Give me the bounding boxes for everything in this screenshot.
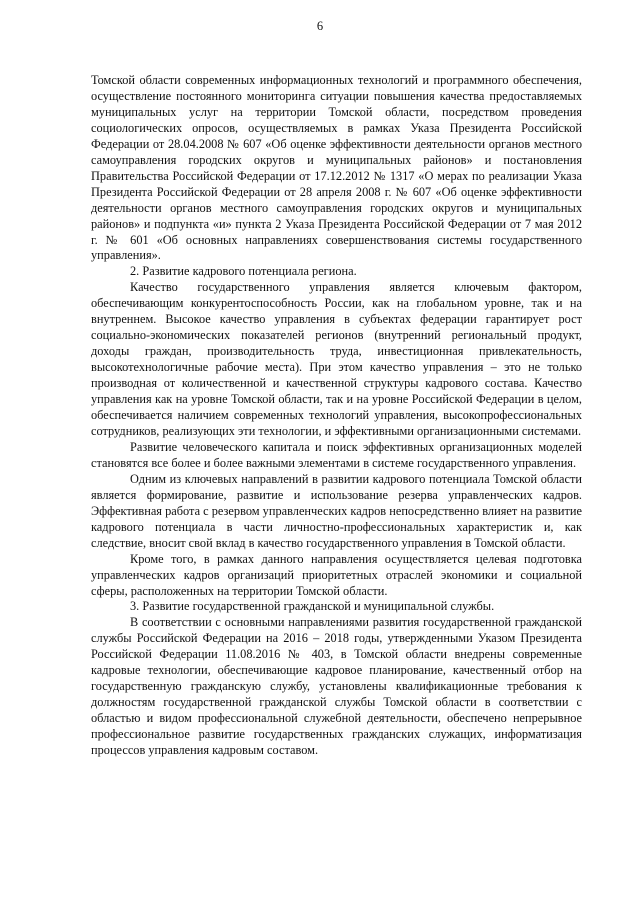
- document-body: [91, 73, 582, 759]
- paragraph-continuation: Томской области современных информационных технологий и программного обеспечения, осуществление постоянного мониторинга ситуации повышения качества предоставляемых муниципальных услуг на территории Томской области, посредством проведения социологических опросов, осуществляемых в рамках Указа Президента Российской Федерации от 28.04.2008 № 607 «Об оценке эффективности деятельности органов местного самоуправления городских округов и муниципальных районов» и постановления Правительства Российской Федерации от 17.12.2012 № 1317 «О мерах по реализации Указа Президента Российской Федерации от 28 апреля 2008 г. № 607 «Об оценке эффективности деятельности органов местного самоуправления городских округов и муниципальных районов» и подпункта «и» пункта 2 Указа Президента Российской Федерации от 7 мая 2012 г. № 601 «Об основных направлениях совершенствования системы государственного управления».: [91, 73, 582, 263]
- page-number: 6: [316, 19, 324, 33]
- paragraph: Качество государственного управления является ключевым фактором, обеспечивающим конкурентоспособность России, как на глобальном уровне, так и на внутреннем. Высокое качество управления в субъектах федерации гарантирует рост социально-экономических показателей регионов (внутренний региональный продукт, доходы граждан, производительность труда, инвестиционная привлекательность, высокотехнологичные рабочие места). При этом качество управления – это не только производная от количественной и качественной структуры кадрового состава. Качество управления как на уровне Томской области, так и на уровне Российской Федерации в целом, обеспечивается наличием современных технологий управления, высокопрофессиональных сотрудников, реализующих эти технологии, и эффективными организационными системами.: [91, 280, 582, 438]
- paragraph: Кроме того, в рамках данного направления осуществляется целевая подготовка управленческих кадров организаций приоритетных отраслей экономики и социальной сферы, расположенных на территории Томской области.: [91, 551, 582, 598]
- paragraph: В соответствии с основными направлениями развития государственной гражданской службы Российской Федерации на 2016 – 2018 годы, утвержденными Указом Президента Российской Федерации 11.08.2016 № 403, в Томской области внедрены современные кадровые технологии, обеспечивающие кадровое планирование, качественный отбор на государственную гражданскую службу, установлены квалификационные требования к должностям государственной гражданской службы Томской области в соответствии с областью и видом профессиональной служебной деятельности, обеспечено непрерывное профессиональное развитие государственных гражданских служащих, информатизация процессов управления кадровым составом.: [91, 615, 582, 758]
- section-heading-2: 2. Развитие кадрового потенциала региона.: [130, 264, 357, 279]
- paragraph: Одним из ключевых направлений в развитии кадрового потенциала Томской области является формирование, развитие и использование резерва управленческих кадров. Эффективная работа с резервом управленческих кадров непосредственно влияет на развитие кадрового потенциала в части личностно-профессиональных характеристик и, как следствие, вносит свой вклад в качество государственного управления в Томской области.: [91, 471, 582, 550]
- paragraph: Развитие человеческого капитала и поиск эффективных организационных моделей становятся все более и более важными элементами в системе государственного управления.: [91, 439, 582, 470]
- section-heading-3: 3. Развитие государственной гражданской и муниципальной службы.: [130, 599, 495, 614]
